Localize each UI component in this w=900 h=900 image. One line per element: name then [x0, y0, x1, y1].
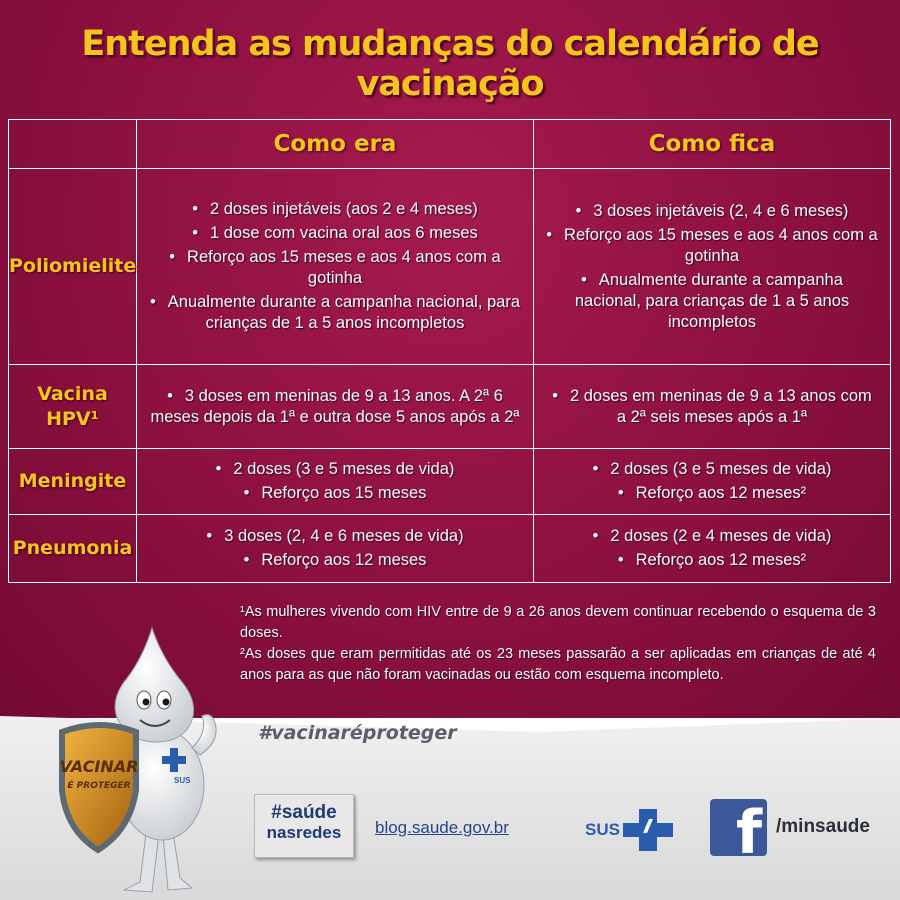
footnotes — [240, 602, 876, 686]
list-item: • 2 doses (2 e 4 meses de vida) — [546, 526, 878, 547]
cell-polio-after — [534, 169, 891, 365]
facebook-handle[interactable]: /minsaude — [776, 816, 870, 837]
badge-line1: #saúde — [271, 802, 337, 823]
blog-link[interactable]: blog.saude.gov.br — [375, 818, 509, 837]
cell-polio-before — [137, 169, 534, 365]
list-item: • Anualmente durante a campanha nacional, para crianças de 1 a 5 anos incompletos — [149, 292, 521, 334]
list-item: • 2 doses injetáveis (aos 2 e 4 meses) — [149, 199, 521, 220]
mascot-illustration — [52, 620, 262, 900]
list-item: • 2 doses (3 e 5 meses de vida) — [546, 459, 878, 480]
list-item: • 2 doses em meninas de 9 a 13 anos com a 2ª seis meses após a 1ª — [546, 386, 878, 428]
shield-text-line2: É PROTEGER — [67, 781, 131, 791]
table-row-poliomielite — [9, 169, 891, 365]
facebook-icon[interactable] — [710, 799, 767, 856]
cell-hpv-before — [137, 365, 534, 449]
shield-text-line1: VACINAR — [59, 757, 139, 776]
row-label-meningite: Meningite — [9, 449, 137, 515]
cell-pneumonia-before — [137, 515, 534, 583]
sus-cross-icon — [623, 809, 673, 851]
empty-corner-cell — [9, 120, 137, 169]
row-label-hpv — [9, 365, 137, 449]
list-item: • 3 doses em meninas de 9 a 13 anos. A 2ª 6 meses depois da 1ª e outra dose 5 anos após a 2ª — [149, 386, 521, 428]
saude-nas-redes-badge — [254, 794, 354, 858]
table-row-pneumonia — [9, 515, 891, 583]
footnote-2: ²As doses que eram permitidas até os 23 meses passarão a ser aplicadas em crianças de até 4 anos para as que não foram vacinadas ou estão com esquema incompleto. — [240, 646, 876, 683]
cell-meningite-after — [534, 449, 891, 515]
list-item: • Reforço aos 12 meses² — [546, 550, 878, 571]
list-item: • 3 doses (2, 4 e 6 meses de vida) — [149, 526, 521, 547]
footnote-1: ¹As mulheres vivendo com HIV entre de 9 a 26 anos devem continuar recebendo o esquema de 3 doses. — [240, 604, 876, 641]
badge-line2: nasredes — [266, 823, 342, 842]
table-row-hpv — [9, 365, 891, 449]
campaign-hashtag: #vacinaréproteger — [258, 722, 457, 744]
list-item: • Reforço aos 12 meses — [149, 550, 521, 571]
cell-pneumonia-after — [534, 515, 891, 583]
sus-logo — [585, 807, 679, 853]
sus-logo-text: SUS — [585, 820, 620, 839]
page-title: Entenda as mudanças do calendário de vacinação — [81, 24, 819, 104]
row-label-hpv-line2: HPV¹ — [46, 407, 99, 430]
list-item: • Reforço aos 15 meses — [149, 483, 521, 504]
col-header-after: Como fica — [534, 120, 891, 169]
table-row-meningite — [9, 449, 891, 515]
vaccination-table — [8, 119, 891, 583]
cell-meningite-before — [137, 449, 534, 515]
list-item: • 3 doses injetáveis (2, 4 e 6 meses) — [546, 201, 878, 222]
facebook-f-glyph: f — [736, 799, 763, 856]
cell-hpv-after — [534, 365, 891, 449]
list-item: • Reforço aos 15 meses e aos 4 anos com a gotinha — [149, 247, 521, 289]
row-label-pneumonia: Pneumonia — [9, 515, 137, 583]
row-label-hpv-line1: Vacina — [37, 382, 108, 405]
list-item: • 1 dose com vacina oral aos 6 meses — [149, 223, 521, 244]
mascot-shirt-label: SUS — [174, 776, 191, 785]
list-item: • Reforço aos 12 meses² — [546, 483, 878, 504]
list-item: • Anualmente durante a campanha nacional, para crianças de 1 a 5 anos incompletos — [546, 270, 878, 333]
list-item: • Reforço aos 15 meses e aos 4 anos com a gotinha — [546, 225, 878, 267]
list-item: • 2 doses (3 e 5 meses de vida) — [149, 459, 521, 480]
table-header-row — [9, 120, 891, 169]
row-label-poliomielite: Poliomielite — [9, 169, 137, 365]
col-header-before: Como era — [137, 120, 534, 169]
